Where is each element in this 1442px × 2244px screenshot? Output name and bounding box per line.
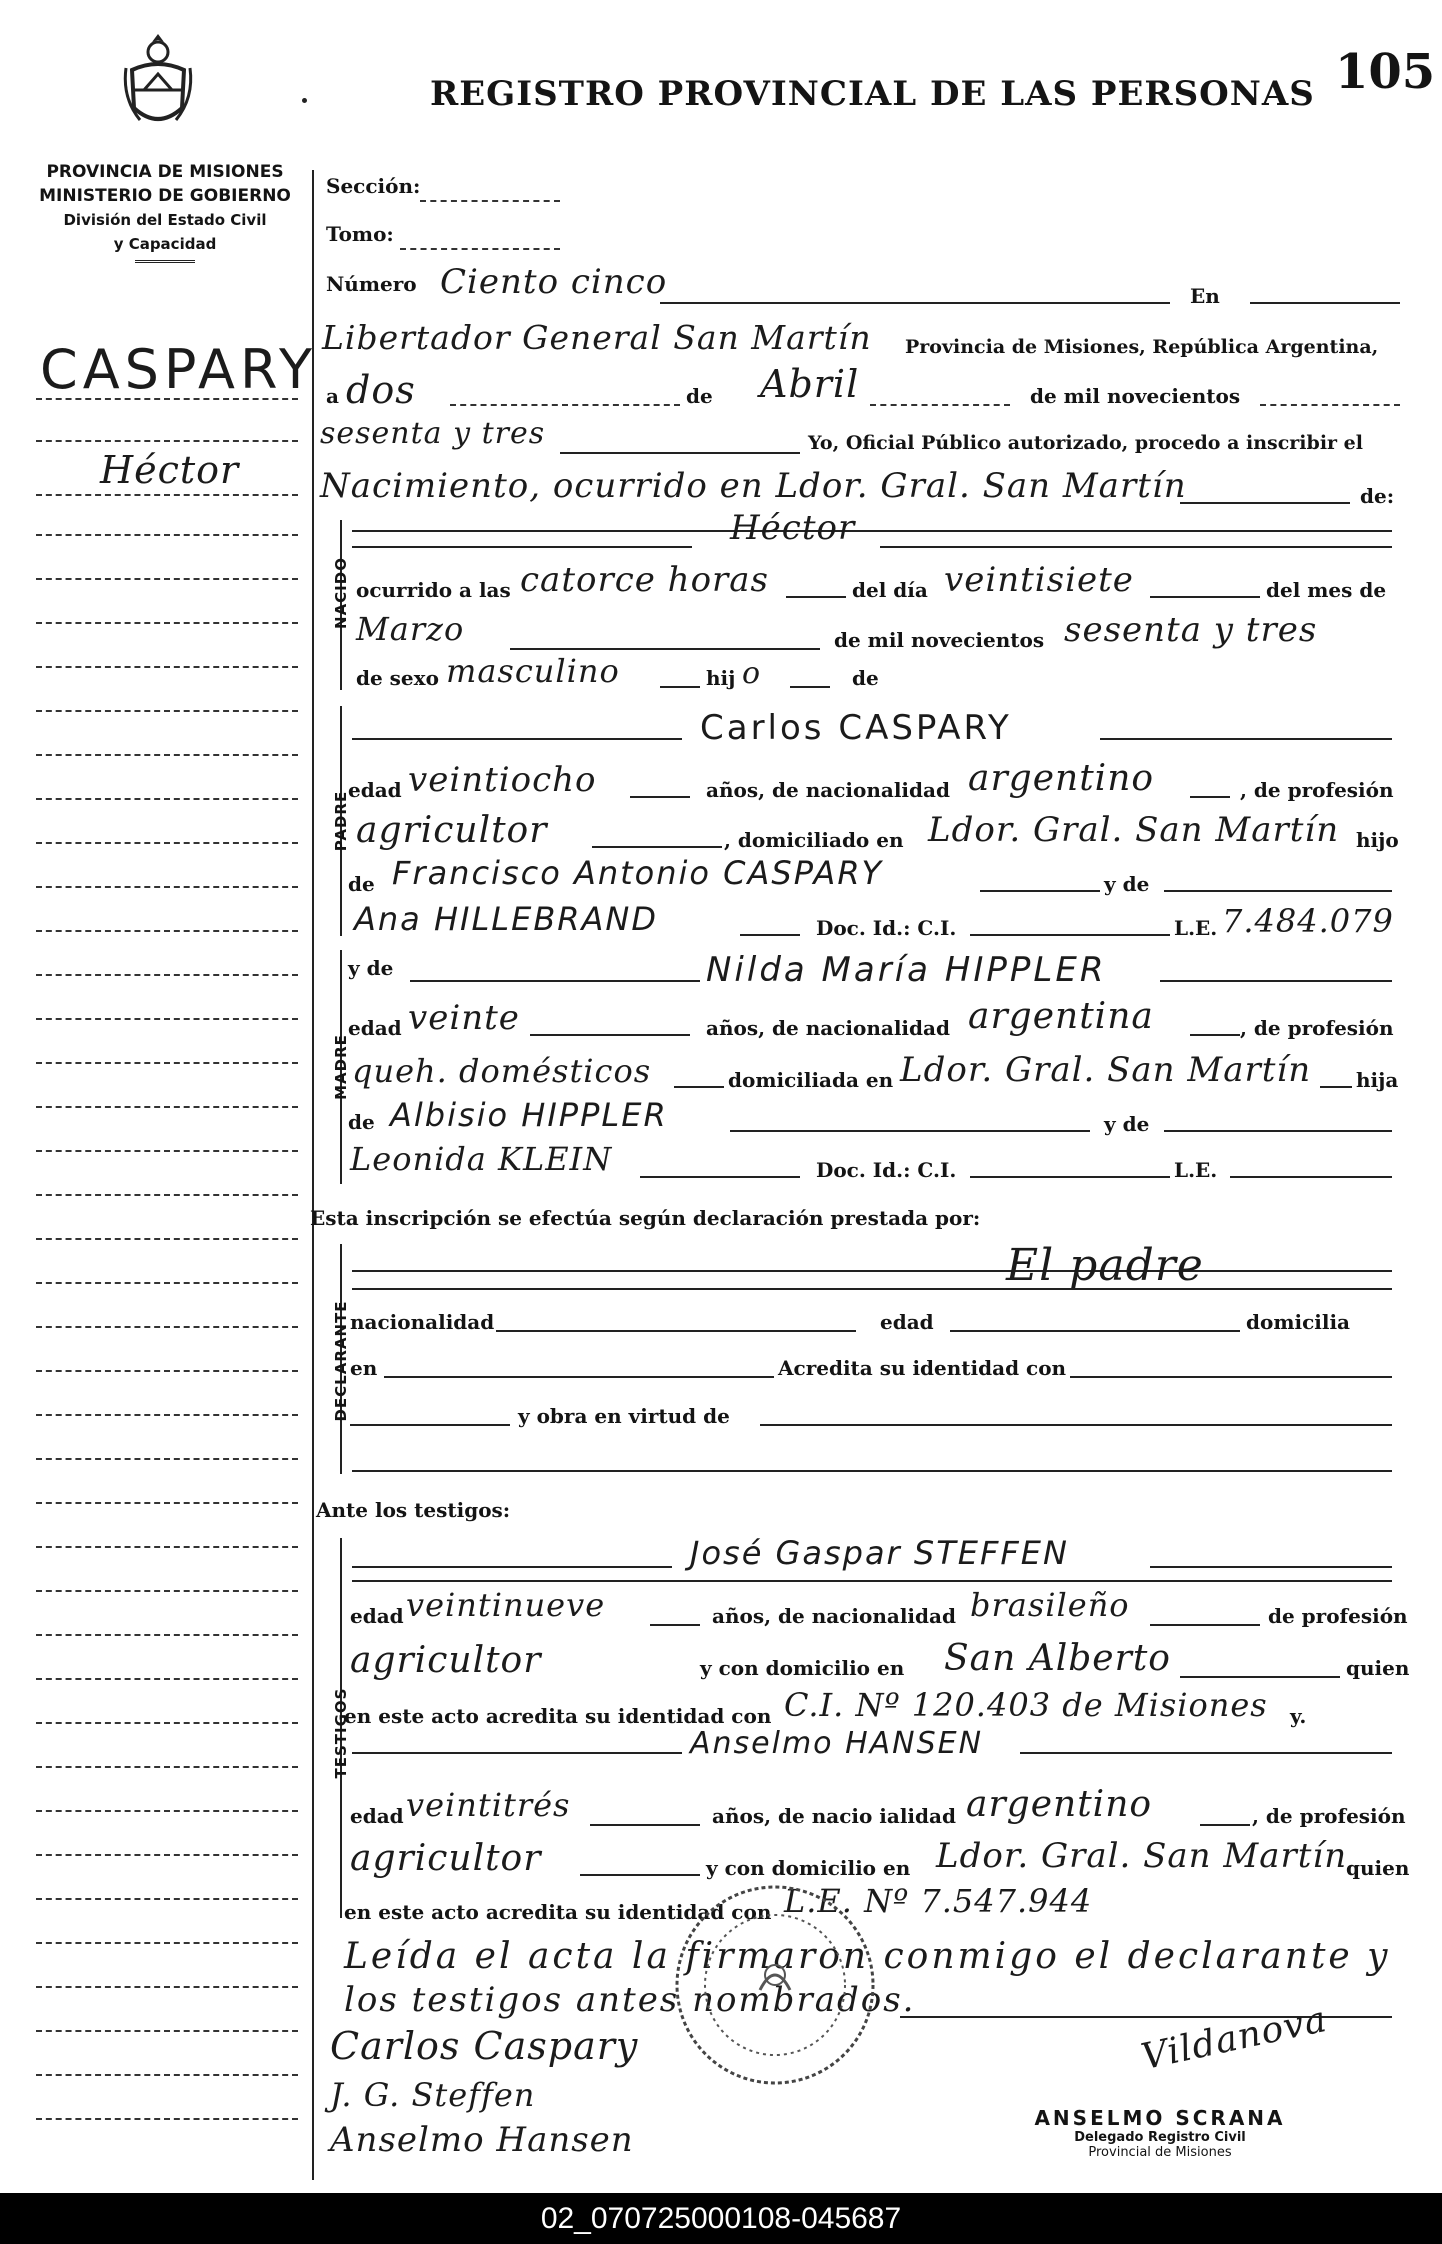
field-hora: catorce horas	[520, 560, 770, 600]
field-line	[420, 200, 560, 202]
field-testigo2-doc: L.E. Nº 7.547.944	[784, 1882, 1093, 1920]
label-a: a	[326, 384, 339, 408]
field-declarante: El padre	[1006, 1240, 1204, 1291]
field-line	[352, 1470, 1392, 1472]
label-madre-domiciliada: domiciliada en	[728, 1068, 894, 1092]
label-madre-anos-nac: años, de nacionalidad	[706, 1016, 950, 1040]
stamp-line-1: Delegado Registro Civil	[1074, 2130, 1246, 2145]
field-dia: dos	[346, 368, 416, 412]
field-testigo2-nombre: Anselmo HANSEN	[690, 1726, 984, 1761]
margin-line	[36, 2074, 298, 2076]
signature-carlos-caspary: Carlos Caspary	[330, 2024, 639, 2068]
label-seccion: Sección:	[326, 174, 421, 198]
field-line	[590, 1824, 700, 1826]
field-line	[1160, 980, 1392, 982]
label-madre-le: L.E.	[1174, 1158, 1218, 1182]
field-anio-nac: sesenta y tres	[1064, 610, 1318, 650]
margin-line	[36, 1326, 298, 1328]
field-line	[1320, 1086, 1352, 1088]
label-de-mes: de	[686, 384, 713, 408]
stamp-name: ANSELMO SCRANA	[1034, 2106, 1286, 2130]
margin-line	[36, 1766, 298, 1768]
margin-given-name: Héctor	[100, 448, 240, 492]
margin-line	[36, 440, 298, 442]
label-padre-de: de	[348, 872, 375, 896]
field-line	[740, 934, 800, 936]
coat-of-arms-icon	[120, 28, 196, 138]
label-padre-le: L.E.	[1174, 916, 1218, 940]
dot-mark	[302, 98, 307, 103]
margin-line	[36, 974, 298, 976]
label-testigo1-y: y.	[1290, 1704, 1307, 1728]
margin-line	[36, 1810, 298, 1812]
field-line	[1020, 1752, 1392, 1754]
field-line	[660, 686, 700, 688]
field-line	[1164, 1130, 1392, 1132]
stamp-line-2: Provincial de Misiones	[1088, 2145, 1232, 2160]
label-acredita: Acredita su identidad con	[778, 1356, 1067, 1380]
margin-line	[36, 754, 298, 756]
field-testigo2-nacionalidad: argentino	[966, 1784, 1153, 1825]
field-padre-domicilio: Ldor. Gral. San Martín	[928, 810, 1340, 850]
field-line	[640, 1176, 800, 1178]
office-line-division: División del Estado Civil	[63, 211, 267, 229]
label-testigo1-domicilio: y con domicilio en	[700, 1656, 905, 1680]
label-testigo1-acredita: en este acto acredita su identidad con	[344, 1704, 772, 1728]
field-padre-madre: Ana HILLEBRAND	[354, 900, 658, 938]
field-line	[1230, 1176, 1392, 1178]
office-header	[30, 160, 300, 263]
label-obra: y obra en virtud de	[518, 1404, 730, 1428]
label-testigo2-anos-nac: años, de nacio ialidad	[712, 1804, 956, 1828]
field-line	[560, 452, 800, 454]
label-testigo2-acredita: en este acto acredita su identidad con	[344, 1900, 772, 1924]
field-line	[592, 846, 722, 848]
closing-line-1: Leída el acta la firmaron conmigo el declarante y	[344, 1936, 1391, 1977]
label-en-declarante: en	[350, 1356, 378, 1380]
field-line	[352, 1752, 682, 1754]
margin-line	[36, 1898, 298, 1900]
side-label-declarante: DECLARANTE	[332, 1300, 350, 1422]
signature-official: Vildanova	[1137, 1998, 1331, 2079]
label-testigo2-domicilio: y con domicilio en	[706, 1856, 911, 1880]
margin-line	[36, 1282, 298, 1284]
field-line	[1150, 1624, 1260, 1626]
margin-line	[36, 886, 298, 888]
label-testigo2-edad: edad	[350, 1804, 404, 1828]
label-edad-declarante: edad	[880, 1310, 934, 1334]
label-testigo2-profesion: , de profesión	[1252, 1804, 1406, 1828]
margin-line	[36, 666, 298, 668]
label-en: En	[1190, 284, 1220, 308]
margin-line	[36, 930, 298, 932]
label-padre-doc: Doc. Id.: C.I.	[816, 916, 957, 940]
field-line	[1190, 1034, 1240, 1036]
field-testigo1-domicilio: San Alberto	[944, 1638, 1171, 1679]
label-yo-oficial: Yo, Oficial Público autorizado, procedo a inscribir el	[808, 432, 1363, 454]
field-line	[870, 404, 1010, 406]
official-seal-icon	[670, 1880, 880, 2090]
field-padre-profesion: agricultor	[356, 810, 548, 851]
label-testigo1-edad: edad	[350, 1604, 404, 1628]
field-anio-words: sesenta y tres	[320, 416, 546, 451]
label-esta-inscripcion: Esta inscripción se efectúa según declaración prestada por:	[310, 1206, 981, 1230]
field-madre-profesion: queh. domésticos	[352, 1052, 652, 1090]
label-testigo2-quien: quien	[1346, 1856, 1410, 1880]
field-line	[352, 546, 692, 548]
field-mes: Abril	[760, 362, 860, 406]
field-testigo1-nacionalidad: brasileño	[970, 1586, 1130, 1624]
label-padre-domiciliado: , domiciliado en	[724, 828, 904, 852]
divider	[135, 260, 195, 263]
label-del-dia: del día	[852, 578, 928, 602]
field-line	[1164, 890, 1392, 892]
field-nombre: Héctor	[730, 508, 856, 548]
field-padre-le: 7.484.079	[1222, 902, 1394, 940]
side-label-padre: PADRE	[332, 790, 350, 852]
field-line	[760, 1424, 1392, 1426]
field-line	[674, 1086, 724, 1088]
signature-steffen: J. G. Steffen	[330, 2076, 536, 2114]
field-madre-domicilio: Ldor. Gral. San Martín	[900, 1050, 1312, 1090]
field-line	[384, 1376, 774, 1378]
margin-line	[36, 710, 298, 712]
margin-line	[36, 1414, 298, 1416]
field-line	[352, 1270, 1392, 1272]
field-padre-nacionalidad: argentino	[968, 758, 1155, 799]
field-madre-padre: Albisio HIPPLER	[390, 1096, 668, 1134]
label-ante-testigos: Ante los testigos:	[316, 1498, 511, 1522]
field-line	[496, 1330, 856, 1332]
label-madre-de: de	[348, 1110, 375, 1134]
margin-line	[36, 1150, 298, 1152]
field-hij-suffix: o	[742, 656, 762, 691]
margin-line	[36, 578, 298, 580]
margin-line	[36, 1722, 298, 1724]
field-line	[1150, 1566, 1392, 1568]
field-line	[400, 248, 560, 250]
page-title: REGISTRO PROVINCIAL DE LAS PERSONAS	[430, 74, 1315, 114]
field-line	[950, 1330, 1240, 1332]
margin-line	[36, 1590, 298, 1592]
label-tomo: Tomo:	[326, 222, 394, 246]
label-hij: hij	[706, 666, 736, 690]
margin-line	[36, 1194, 298, 1196]
field-padre-edad: veintiocho	[408, 760, 597, 800]
label-de-hijo: de	[852, 666, 879, 690]
field-madre-madre: Leonida KLEIN	[350, 1140, 613, 1178]
field-line	[786, 596, 846, 598]
label-testigo1-profesion: de profesión	[1268, 1604, 1408, 1628]
label-ocurrido: ocurrido a las	[356, 578, 511, 602]
margin-line	[36, 1370, 298, 1372]
label-mil-novecientos: de mil novecientos	[1030, 384, 1241, 408]
field-hecho: Nacimiento, ocurrido en Ldor. Gral. San Martín	[320, 466, 1187, 506]
field-line	[352, 738, 682, 740]
field-line	[1200, 1824, 1250, 1826]
field-line	[350, 1424, 510, 1426]
margin-line	[36, 1238, 298, 1240]
margin-line	[36, 1018, 298, 1020]
field-dia-nac: veintisiete	[944, 560, 1134, 600]
label-madre-hija: hija	[1356, 1068, 1399, 1092]
margin-line	[36, 1634, 298, 1636]
office-line-province: PROVINCIA DE MISIONES	[46, 162, 284, 182]
field-line	[352, 1566, 672, 1568]
field-line	[660, 302, 1170, 304]
margin-line	[36, 1458, 298, 1460]
field-testigo1-edad: veintinueve	[406, 1586, 606, 1624]
margin-line	[36, 1062, 298, 1064]
field-madre-nombre: Nilda María HIPPLER	[706, 950, 1107, 990]
label-numero: Número	[326, 272, 417, 296]
field-line	[1180, 502, 1350, 504]
margin-line	[36, 1854, 298, 1856]
label-madre-y-de: y de	[348, 956, 394, 980]
field-testigo2-domicilio: Ldor. Gral. San Martín	[936, 1836, 1348, 1876]
field-line	[880, 546, 1392, 548]
label-de-mil-nov: de mil novecientos	[834, 628, 1045, 652]
margin-line	[36, 2118, 298, 2120]
official-stamp	[1010, 2106, 1310, 2160]
margin-line	[36, 622, 298, 624]
margin-line	[36, 2030, 298, 2032]
label-padre-edad: edad	[348, 778, 402, 802]
margin-line	[36, 1546, 298, 1548]
field-testigo1-profesion: agricultor	[350, 1640, 542, 1681]
margin-line	[36, 1106, 298, 1108]
field-line	[1150, 596, 1260, 598]
field-line	[510, 648, 820, 650]
field-line	[730, 1130, 1090, 1132]
margin-divider	[312, 170, 314, 2180]
field-line	[1260, 404, 1400, 406]
label-testigo1-quien: quien	[1346, 1656, 1410, 1680]
label-testigo1-anos-nac: años, de nacionalidad	[712, 1604, 956, 1628]
side-label-nacido: NACIDO	[332, 557, 350, 629]
office-line-capacity: y Capacidad	[113, 235, 217, 253]
field-line	[352, 530, 1392, 532]
field-line	[970, 1176, 1170, 1178]
closing-line-2: los testigos antes nombrados.	[344, 1980, 916, 2020]
label-de-colon: de:	[1360, 484, 1395, 508]
margin-line	[36, 1502, 298, 1504]
label-padre-hijo: hijo	[1356, 828, 1399, 852]
field-line	[580, 1874, 700, 1876]
margin-line	[36, 1678, 298, 1680]
label-padre-y-de: y de	[1104, 872, 1150, 896]
margin-line	[36, 534, 298, 536]
label-madre-y-de-2: y de	[1104, 1112, 1150, 1136]
margin-line	[36, 1942, 298, 1944]
field-line	[650, 1624, 700, 1626]
field-line	[630, 796, 690, 798]
signature-anselmo-hansen: Anselmo Hansen	[330, 2120, 634, 2160]
margin-line	[36, 842, 298, 844]
field-mes-nac: Marzo	[356, 610, 465, 648]
field-testigo2-edad: veintitrés	[406, 1786, 571, 1824]
field-line	[980, 890, 1100, 892]
label-del-mes: del mes de	[1266, 578, 1387, 602]
label-madre-edad: edad	[348, 1016, 402, 1040]
field-line	[1070, 1376, 1392, 1378]
field-line	[1250, 302, 1400, 304]
field-testigo1-doc: C.I. Nº 120.403 de Misiones	[784, 1686, 1268, 1724]
field-line	[530, 1034, 690, 1036]
field-lugar: Libertador General San Martín	[322, 318, 872, 357]
side-label-testigos: TESTIGOS	[332, 1687, 350, 1779]
field-line	[790, 686, 830, 688]
margin-line	[36, 1986, 298, 1988]
label-madre-doc: Doc. Id.: C.I.	[816, 1158, 957, 1182]
field-sexo: masculino	[446, 652, 620, 690]
field-testigo1-nombre: José Gaspar STEFFEN	[690, 1534, 1069, 1572]
field-padre-padre: Francisco Antonio CASPARY	[392, 854, 884, 892]
field-line	[450, 404, 680, 406]
margin-line	[36, 798, 298, 800]
field-line	[1180, 1676, 1340, 1678]
margin-surname: CASPARY	[40, 338, 318, 401]
field-madre-edad: veinte	[408, 998, 520, 1038]
field-line	[352, 1580, 1392, 1582]
label-sexo: de sexo	[356, 666, 439, 690]
label-domicilia: domicilia	[1246, 1310, 1351, 1334]
office-line-ministry: MINISTERIO DE GOBIERNO	[39, 186, 291, 206]
field-testigo2-profesion: agricultor	[350, 1838, 542, 1879]
field-line	[1190, 796, 1230, 798]
label-padre-profesion: , de profesión	[1240, 778, 1394, 802]
field-numero: Ciento cinco	[440, 262, 668, 302]
side-label-madre: MADRE	[332, 1034, 350, 1100]
margin-line	[36, 398, 298, 400]
document-code-bar: 02_070725000108-045687	[0, 2193, 1442, 2244]
field-line	[1100, 738, 1392, 740]
page-number: 105	[1335, 44, 1436, 100]
field-line	[352, 1288, 1392, 1290]
field-madre-nacionalidad: argentina	[968, 996, 1154, 1037]
label-provincia: Provincia de Misiones, República Argentina,	[905, 336, 1379, 358]
field-line	[410, 980, 700, 982]
margin-line	[36, 494, 298, 496]
label-nacionalidad: nacionalidad	[350, 1310, 495, 1334]
field-line	[970, 934, 1170, 936]
label-padre-anos-nac: años, de nacionalidad	[706, 778, 950, 802]
label-madre-profesion: , de profesión	[1240, 1016, 1394, 1040]
field-padre-nombre: Carlos CASPARY	[700, 708, 1012, 748]
